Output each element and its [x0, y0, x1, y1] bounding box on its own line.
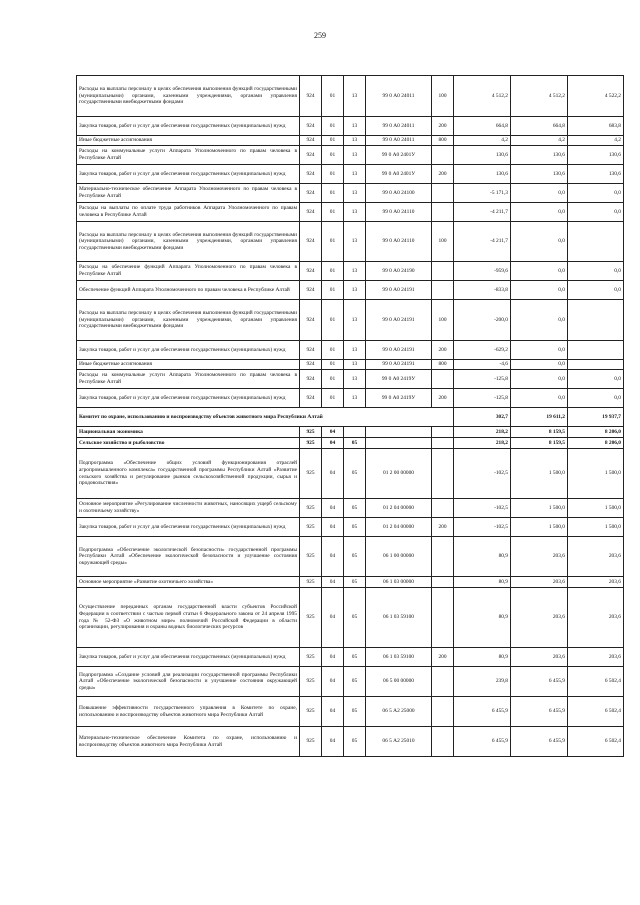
amount-2-cell: 203,6 — [511, 537, 568, 577]
item-name-cell: Расходы на выплаты персоналу в целях обеспечения выполнения функций государственными (муниципальными) органами, казенными учреждениями, органами управления государственными внебюджетными фондами — [77, 300, 300, 341]
amount-2-cell: 203,6 — [511, 577, 568, 588]
target-article-cell: 99 0 А0 24191 — [366, 360, 432, 370]
item-name-cell: Закупка товаров, работ и услуг для обеспечения государственных (муниципальных) нужд — [77, 117, 300, 136]
target-article-cell: 06 1 03 59100 — [366, 588, 432, 648]
expense-type-cell — [432, 499, 454, 518]
target-article-cell: 99 0 А0 24011 — [366, 117, 432, 136]
amount-3-cell — [568, 222, 624, 262]
expense-type-cell — [432, 203, 454, 222]
section-code-cell: 01 — [322, 341, 344, 360]
expense-type-cell — [432, 184, 454, 203]
amount-1-cell: 218,2 — [454, 427, 511, 438]
subsection-code-cell: 05 — [344, 449, 366, 499]
table-row — [77, 341, 624, 360]
item-name-cell: Основное мероприятие «Развитие охотничьего хозяйства» — [77, 577, 300, 588]
item-name-cell: Подпрограмма «Обеспечение общих условий функционирования отраслей агропромышленного комплекса» государственной программы Республики Алтай «Развитие сельского хозяйства и регулирование рынков сельскохозяйственной продукции, сырья и продовольствия» — [77, 449, 300, 499]
expense-type-cell — [432, 427, 454, 438]
amount-2-cell: 19 611,2 — [511, 408, 568, 427]
subsection-code-cell: 05 — [344, 648, 366, 667]
amount-1-cell: 130,6 — [454, 146, 511, 165]
expense-type-cell — [432, 577, 454, 588]
amount-1-cell: 80,9 — [454, 537, 511, 577]
target-article-cell: 01 2 04 00000 — [366, 499, 432, 518]
amount-2-cell: 1 500,0 — [511, 499, 568, 518]
amount-1-cell: -4 211,7 — [454, 222, 511, 262]
item-name-cell: Расходы на выплаты персоналу в целях обеспечения выполнения функций государственными (муниципальными) органами, казенными учреждениями, органами управления государственными внебюджетными фондами — [77, 76, 300, 117]
item-name-cell: Осуществление переданных органам государственной власти субъектов Российской Федерации в соответствии с частью первой статьи 6 Федерального закона от 24 апреля 1995 года № 52-ФЗ «О животном мире» полномочий Российской Федерации в области организации, регулирования и охраны водных биологических ресурсов — [77, 588, 300, 648]
expense-type-cell: 200 — [432, 117, 454, 136]
table-row — [77, 438, 624, 449]
amount-1-cell: 4 512,2 — [454, 76, 511, 117]
expense-type-cell: 100 — [432, 76, 454, 117]
target-article-cell: 99 0 А0 2401У — [366, 165, 432, 184]
target-article-cell: 06 5 А2 25000 — [366, 697, 432, 727]
table-row — [77, 408, 624, 427]
section-code-cell: 01 — [322, 300, 344, 341]
section-code-cell: 04 — [322, 518, 344, 537]
table-row — [77, 117, 624, 136]
amount-1-cell: -629,2 — [454, 341, 511, 360]
target-article-cell: 06 5 00 00000 — [366, 667, 432, 697]
amount-2-cell: 130,6 — [511, 165, 568, 184]
table-row — [77, 648, 624, 667]
subsection-code-cell: 13 — [344, 203, 366, 222]
ministry-code-cell: 924 — [300, 300, 322, 341]
amount-3-cell: 203,6 — [568, 537, 624, 577]
target-article-cell: 06 1 00 00000 — [366, 537, 432, 577]
ministry-code-cell: 924 — [300, 262, 322, 281]
expense-type-cell — [432, 262, 454, 281]
table-row — [77, 184, 624, 203]
target-article-cell: 99 0 А0 24190 — [366, 262, 432, 281]
amount-2-cell: 8 159,5 — [511, 427, 568, 438]
expense-type-cell — [432, 727, 454, 757]
section-code-cell: 04 — [322, 427, 344, 438]
table-row — [77, 727, 624, 757]
subsection-code-cell: 13 — [344, 341, 366, 360]
item-name-cell: Закупка товаров, работ и услуг для обеспечения государственных (муниципальных) нужд — [77, 389, 300, 408]
table-row — [77, 518, 624, 537]
section-code-cell: 04 — [322, 588, 344, 648]
subsection-code-cell: 05 — [344, 499, 366, 518]
amount-1-cell: 6 455,9 — [454, 727, 511, 757]
ministry-code-cell: 925 — [300, 438, 322, 449]
table-row — [77, 697, 624, 727]
table-row — [77, 300, 624, 341]
amount-1-cell: -102,5 — [454, 518, 511, 537]
section-code-cell: 01 — [322, 165, 344, 184]
item-name-cell: Закупка товаров, работ и услуг для обеспечения государственных (муниципальных) нужд — [77, 518, 300, 537]
target-article-cell: 99 0 А0 24110 — [366, 203, 432, 222]
amount-2-cell: 0,0 — [511, 370, 568, 389]
amount-3-cell: 0,0 — [568, 184, 624, 203]
amount-3-cell: 6 502,4 — [568, 727, 624, 757]
item-name-cell: Комитет по охране, использованию и воспроизводству объектов животного мира Республики Алтай — [77, 408, 454, 427]
ministry-code-cell: 924 — [300, 222, 322, 262]
amount-1-cell: 80,9 — [454, 648, 511, 667]
section-code-cell: 01 — [322, 117, 344, 136]
section-code-cell: 01 — [322, 136, 344, 146]
subsection-code-cell: 13 — [344, 165, 366, 184]
ministry-code-cell: 925 — [300, 499, 322, 518]
expense-type-cell: 200 — [432, 341, 454, 360]
subsection-code-cell — [344, 427, 366, 438]
ministry-code-cell: 925 — [300, 537, 322, 577]
amount-1-cell: -959,6 — [454, 262, 511, 281]
target-article-cell: 99 0 А0 2419У — [366, 370, 432, 389]
amount-2-cell: 0,0 — [511, 360, 568, 370]
subsection-code-cell: 13 — [344, 76, 366, 117]
amount-1-cell: 302,7 — [454, 408, 511, 427]
item-name-cell: Подпрограмма «Обеспечение экологической безопасности» государственной программы Республики Алтай «Обеспечение экологической безопасности и улучшение состояния окружающей среды» — [77, 537, 300, 577]
expense-type-cell: 200 — [432, 518, 454, 537]
amount-3-cell: 6 502,4 — [568, 667, 624, 697]
amount-2-cell: 0,0 — [511, 341, 568, 360]
section-code-cell: 04 — [322, 667, 344, 697]
expense-type-cell — [432, 146, 454, 165]
subsection-code-cell: 13 — [344, 262, 366, 281]
target-article-cell: 99 0 А0 2419У — [366, 389, 432, 408]
amount-2-cell: 8 159,5 — [511, 438, 568, 449]
item-name-cell: Расходы на выплаты по оплате труда работников Аппарата Уполномоченного по правам человека в Республике Алтай — [77, 203, 300, 222]
amount-1-cell: -102,5 — [454, 449, 511, 499]
table-row — [77, 146, 624, 165]
table-row — [77, 360, 624, 370]
amount-2-cell: 4,2 — [511, 136, 568, 146]
table-row — [77, 136, 624, 146]
section-code-cell: 04 — [322, 577, 344, 588]
expense-type-cell: 200 — [432, 389, 454, 408]
amount-2-cell: 6 455,9 — [511, 727, 568, 757]
subsection-code-cell: 05 — [344, 438, 366, 449]
subsection-code-cell: 13 — [344, 370, 366, 389]
section-code-cell: 01 — [322, 184, 344, 203]
section-code-cell: 01 — [322, 203, 344, 222]
section-code-cell: 01 — [322, 262, 344, 281]
subsection-code-cell: 05 — [344, 727, 366, 757]
amount-3-cell: 6 502,4 — [568, 697, 624, 727]
amount-3-cell: 0,0 — [568, 281, 624, 300]
amount-2-cell: 1 500,0 — [511, 518, 568, 537]
section-code-cell: 01 — [322, 370, 344, 389]
target-article-cell: 06 1 03 00000 — [366, 577, 432, 588]
budget-table — [76, 75, 624, 757]
expense-type-cell — [432, 588, 454, 648]
ministry-code-cell: 924 — [300, 281, 322, 300]
amount-1-cell: 664,8 — [454, 117, 511, 136]
subsection-code-cell: 05 — [344, 697, 366, 727]
amount-2-cell: 203,6 — [511, 588, 568, 648]
amount-2-cell: 1 500,0 — [511, 449, 568, 499]
amount-1-cell: 80,9 — [454, 588, 511, 648]
ministry-code-cell: 925 — [300, 727, 322, 757]
ministry-code-cell: 924 — [300, 165, 322, 184]
table-row — [77, 577, 624, 588]
amount-2-cell: 0,0 — [511, 281, 568, 300]
amount-3-cell: 19 937,7 — [568, 408, 624, 427]
amount-2-cell: 664,8 — [511, 117, 568, 136]
ministry-code-cell: 925 — [300, 577, 322, 588]
table-row — [77, 389, 624, 408]
ministry-code-cell: 925 — [300, 648, 322, 667]
section-code-cell: 01 — [322, 281, 344, 300]
page-number: 259 — [314, 31, 326, 40]
subsection-code-cell: 13 — [344, 146, 366, 165]
amount-1-cell: 4,2 — [454, 136, 511, 146]
section-code-cell: 04 — [322, 499, 344, 518]
item-name-cell: Расходы на коммунальные услуги Аппарата Уполномоченного по правам человека в Республике Алтай — [77, 370, 300, 389]
subsection-code-cell: 05 — [344, 667, 366, 697]
amount-3-cell: 0,0 — [568, 262, 624, 281]
amount-3-cell: 203,6 — [568, 648, 624, 667]
amount-1-cell: -5 171,3 — [454, 184, 511, 203]
target-article-cell: 99 0 А0 24191 — [366, 300, 432, 341]
amount-3-cell: 203,6 — [568, 577, 624, 588]
item-name-cell: Расходы на обеспечение функций Аппарата Уполномоченного по правам человека в Республике Алтай — [77, 262, 300, 281]
target-article-cell — [366, 427, 432, 438]
amount-3-cell — [568, 300, 624, 341]
expense-type-cell: 200 — [432, 165, 454, 184]
expense-type-cell — [432, 438, 454, 449]
item-name-cell: Подпрограмма «Создание условий для реализации государственной программы Республики Алтай «Обеспечение экологической безопасности и улучшение состояния окружающей среды» — [77, 667, 300, 697]
table-row — [77, 222, 624, 262]
item-name-cell: Материально-техническое обеспечение Комитета по охране, использованию и воспроизводству объектов животного мира Республики Алтай — [77, 727, 300, 757]
amount-3-cell — [568, 360, 624, 370]
target-article-cell: 99 0 А0 24011 — [366, 136, 432, 146]
expense-type-cell: 800 — [432, 136, 454, 146]
target-article-cell: 06 1 03 59100 — [366, 648, 432, 667]
ministry-code-cell: 924 — [300, 117, 322, 136]
item-name-cell: Основное мероприятие «Регулирование численности животных, наносящих ущерб сельскому и охотничьему хозяйству» — [77, 499, 300, 518]
subsection-code-cell: 13 — [344, 389, 366, 408]
expense-type-cell: 200 — [432, 648, 454, 667]
table-row — [77, 203, 624, 222]
section-code-cell: 04 — [322, 727, 344, 757]
subsection-code-cell: 05 — [344, 518, 366, 537]
section-code-cell: 04 — [322, 438, 344, 449]
subsection-code-cell: 13 — [344, 117, 366, 136]
amount-2-cell: 0,0 — [511, 389, 568, 408]
target-article-cell: 99 0 А0 24100 — [366, 184, 432, 203]
target-article-cell: 99 0 А0 24011 — [366, 76, 432, 117]
amount-1-cell: 218,2 — [454, 438, 511, 449]
amount-1-cell: 239,8 — [454, 667, 511, 697]
table-row — [77, 427, 624, 438]
target-article-cell: 06 5 А2 25010 — [366, 727, 432, 757]
section-code-cell: 01 — [322, 360, 344, 370]
table-row — [77, 165, 624, 184]
ministry-code-cell: 925 — [300, 667, 322, 697]
amount-1-cell: -125,8 — [454, 389, 511, 408]
subsection-code-cell: 13 — [344, 184, 366, 203]
subsection-code-cell: 13 — [344, 360, 366, 370]
ministry-code-cell: 924 — [300, 341, 322, 360]
amount-1-cell: 80,9 — [454, 577, 511, 588]
amount-1-cell: -4,6 — [454, 360, 511, 370]
amount-2-cell: 0,0 — [511, 222, 568, 262]
ministry-code-cell: 925 — [300, 697, 322, 727]
amount-1-cell: -125,8 — [454, 370, 511, 389]
amount-3-cell: 130,6 — [568, 146, 624, 165]
table-row — [77, 667, 624, 697]
section-code-cell: 01 — [322, 146, 344, 165]
ministry-code-cell: 924 — [300, 136, 322, 146]
amount-2-cell: 0,0 — [511, 203, 568, 222]
target-article-cell: 01 2 04 00000 — [366, 518, 432, 537]
subsection-code-cell: 13 — [344, 222, 366, 262]
ministry-code-cell: 924 — [300, 76, 322, 117]
item-name-cell: Закупка товаров, работ и услуг для обеспечения государственных (муниципальных) нужд — [77, 648, 300, 667]
item-name-cell: Расходы на выплаты персоналу в целях обеспечения выполнения функций государственными (муниципальными) органами, казенными учреждениями, органами управления государственными внебюджетными фондами — [77, 222, 300, 262]
amount-2-cell: 130,6 — [511, 146, 568, 165]
amount-3-cell: 1 500,0 — [568, 518, 624, 537]
amount-2-cell: 6 455,9 — [511, 697, 568, 727]
amount-3-cell — [568, 341, 624, 360]
item-name-cell: Закупка товаров, работ и услуг для обеспечения государственных (муниципальных) нужд — [77, 341, 300, 360]
amount-2-cell: 203,6 — [511, 648, 568, 667]
expense-type-cell — [432, 667, 454, 697]
target-article-cell: 99 0 А0 24110 — [366, 222, 432, 262]
table-row — [77, 588, 624, 648]
amount-3-cell: 0,0 — [568, 389, 624, 408]
item-name-cell: Сельское хозяйство и рыболовство — [77, 438, 300, 449]
target-article-cell: 99 0 А0 2401У — [366, 146, 432, 165]
subsection-code-cell: 13 — [344, 136, 366, 146]
item-name-cell: Национальная экономика — [77, 427, 300, 438]
item-name-cell: Иные бюджетные ассигнования — [77, 360, 300, 370]
amount-3-cell: 4,2 — [568, 136, 624, 146]
table-row — [77, 76, 624, 117]
subsection-code-cell: 13 — [344, 281, 366, 300]
section-code-cell: 04 — [322, 648, 344, 667]
ministry-code-cell: 924 — [300, 146, 322, 165]
item-name-cell: Обеспечение функций Аппарата Уполномоченного по правам человека в Республике Алтай — [77, 281, 300, 300]
amount-1-cell: -833,8 — [454, 281, 511, 300]
subsection-code-cell: 05 — [344, 577, 366, 588]
amount-1-cell: 6 455,9 — [454, 697, 511, 727]
section-code-cell: 04 — [322, 697, 344, 727]
amount-2-cell: 4 512,2 — [511, 76, 568, 117]
target-article-cell: 99 0 А0 24191 — [366, 281, 432, 300]
amount-3-cell: 1 500,0 — [568, 499, 624, 518]
amount-3-cell: 683,8 — [568, 117, 624, 136]
target-article-cell: 01 2 00 00000 — [366, 449, 432, 499]
amount-3-cell: 0,0 — [568, 370, 624, 389]
item-name-cell: Материально-техническое обеспечение Аппарата Уполномоченного по правам человека в Республике Алтай — [77, 184, 300, 203]
expense-type-cell: 100 — [432, 222, 454, 262]
section-code-cell: 04 — [322, 449, 344, 499]
ministry-code-cell: 924 — [300, 389, 322, 408]
expense-type-cell: 100 — [432, 300, 454, 341]
table-row — [77, 281, 624, 300]
target-article-cell — [366, 438, 432, 449]
amount-1-cell: -4 211,7 — [454, 203, 511, 222]
amount-3-cell: 8 206,0 — [568, 427, 624, 438]
amount-2-cell: 0,0 — [511, 262, 568, 281]
table-row — [77, 449, 624, 499]
expense-type-cell: 800 — [432, 360, 454, 370]
ministry-code-cell: 925 — [300, 427, 322, 438]
expense-type-cell — [432, 370, 454, 389]
subsection-code-cell: 13 — [344, 300, 366, 341]
amount-3-cell: 0,0 — [568, 203, 624, 222]
expense-type-cell — [432, 697, 454, 727]
subsection-code-cell: 05 — [344, 537, 366, 577]
amount-3-cell: 4 522,2 — [568, 76, 624, 117]
amount-2-cell: 0,0 — [511, 184, 568, 203]
amount-3-cell: 130,6 — [568, 165, 624, 184]
item-name-cell: Повышение эффективности государственного управления в Комитете по охране, использованию и воспроизводству объектов животного мира Республики Алтай — [77, 697, 300, 727]
table-row — [77, 370, 624, 389]
expense-type-cell — [432, 449, 454, 499]
table-row — [77, 537, 624, 577]
ministry-code-cell: 924 — [300, 360, 322, 370]
ministry-code-cell: 924 — [300, 203, 322, 222]
amount-1-cell: -102,5 — [454, 499, 511, 518]
amount-3-cell: 203,6 — [568, 588, 624, 648]
section-code-cell: 01 — [322, 76, 344, 117]
ministry-code-cell: 925 — [300, 518, 322, 537]
subsection-code-cell: 05 — [344, 588, 366, 648]
item-name-cell: Расходы на коммунальные услуги Аппарата Уполномоченного по правам человека в Республике Алтай — [77, 146, 300, 165]
target-article-cell: 99 0 А0 24191 — [366, 341, 432, 360]
item-name-cell: Иные бюджетные ассигнования — [77, 136, 300, 146]
item-name-cell: Закупка товаров, работ и услуг для обеспечения государственных (муниципальных) нужд — [77, 165, 300, 184]
amount-1-cell: -200,0 — [454, 300, 511, 341]
expense-type-cell — [432, 537, 454, 577]
table-row — [77, 262, 624, 281]
amount-3-cell: 8 206,0 — [568, 438, 624, 449]
section-code-cell: 01 — [322, 389, 344, 408]
amount-1-cell: 130,6 — [454, 165, 511, 184]
ministry-code-cell: 925 — [300, 449, 322, 499]
amount-2-cell: 6 455,9 — [511, 667, 568, 697]
section-code-cell: 01 — [322, 222, 344, 262]
ministry-code-cell: 924 — [300, 370, 322, 389]
table-row — [77, 499, 624, 518]
expense-type-cell — [432, 281, 454, 300]
amount-2-cell: 0,0 — [511, 300, 568, 341]
ministry-code-cell: 924 — [300, 184, 322, 203]
ministry-code-cell: 925 — [300, 588, 322, 648]
section-code-cell: 04 — [322, 537, 344, 577]
amount-3-cell: 1 500,0 — [568, 449, 624, 499]
